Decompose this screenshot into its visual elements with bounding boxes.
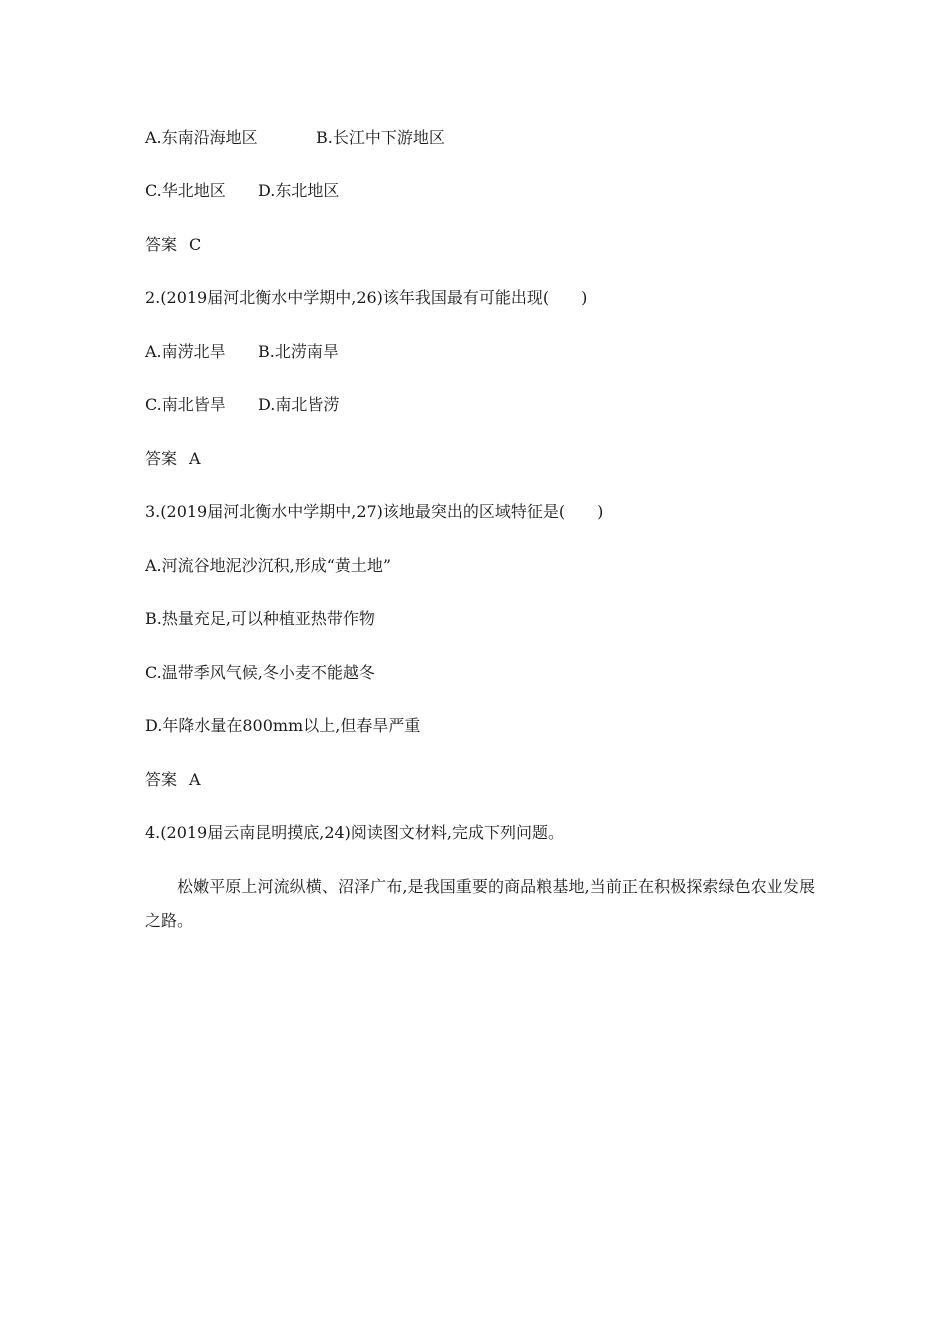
q2-option-a: A.南涝北旱 bbox=[145, 342, 226, 361]
q2-answer bbox=[145, 449, 201, 469]
q2-option-b: B.北涝南旱 bbox=[258, 342, 339, 361]
answer-value: A bbox=[189, 770, 201, 789]
q3-option-b: B.热量充足,可以种植亚热带作物 bbox=[145, 609, 375, 628]
q1-answer bbox=[145, 235, 201, 255]
q2-options-row-ab bbox=[145, 342, 339, 362]
answer-label: 答案 bbox=[145, 449, 178, 468]
q1-option-c: C.华北地区 bbox=[145, 181, 226, 200]
answer-label: 答案 bbox=[145, 770, 178, 789]
q2-option-d: D.南北皆涝 bbox=[258, 395, 340, 414]
q1-options-row-ab bbox=[145, 128, 445, 148]
answer-label: 答案 bbox=[145, 235, 178, 254]
q3-answer bbox=[145, 770, 201, 790]
q1-option-d: D.东北地区 bbox=[258, 181, 340, 200]
q4-passage: 松嫩平原上河流纵横、沼泽广布,是我国重要的商品粮基地,当前正在积极探索绿色农业发展之路。 bbox=[145, 877, 815, 930]
q1-options-row-cd bbox=[145, 181, 340, 201]
q2-stem: 2.(2019届河北衡水中学期中,26)该年我国最有可能出现( ) bbox=[145, 288, 588, 307]
q2-options-row-cd bbox=[145, 395, 340, 415]
q3-option-a: A.河流谷地泥沙沉积,形成“黄土地” bbox=[145, 556, 392, 575]
q3-stem: 3.(2019届河北衡水中学期中,27)该地最突出的区域特征是( ) bbox=[145, 502, 604, 521]
q3-option-d: D.年降水量在800mm以上,但春旱严重 bbox=[145, 716, 421, 735]
q2-option-c: C.南北皆旱 bbox=[145, 395, 226, 414]
answer-value: C bbox=[189, 235, 202, 254]
q3-option-c: C.温带季风气候,冬小麦不能越冬 bbox=[145, 663, 375, 682]
q4-stem: 4.(2019届云南昆明摸底,24)阅读图文材料,完成下列问题。 bbox=[145, 823, 565, 842]
answer-value: A bbox=[189, 449, 201, 468]
q1-option-b: B.长江中下游地区 bbox=[316, 128, 445, 147]
q1-option-a: A.东南沿海地区 bbox=[145, 128, 258, 147]
